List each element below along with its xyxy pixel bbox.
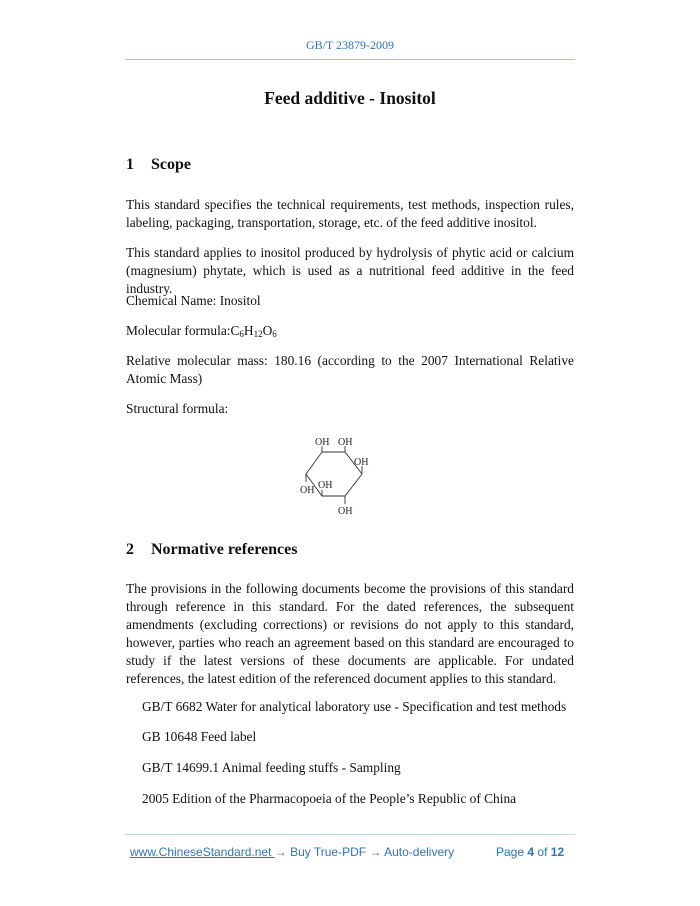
section-title: Scope [151,156,191,173]
reference-item: GB/T 6682 Water for analytical laboratory use - Specification and test methods [142,699,567,714]
subscript-h: 12 [253,329,263,339]
document-title: Feed additive - Inositol [264,88,436,108]
section-heading-normative-references [126,541,297,559]
footer-divider [125,834,575,835]
footer-promo-text: → Buy True-PDF → Auto-delivery [274,845,455,859]
page-total: 12 [550,845,565,859]
hydroxyl-label: OH [318,480,333,491]
running-header: GB/T 23879-2009 [305,38,395,52]
chinesestandard-link[interactable]: www.ChineseStandard.net [130,845,275,859]
normative-references-paragraph: The provisions in the following documents become the provisions of this standard through reference in this standard. For the dated references, the subsequent amendments (excluding corrections) or revisions do not apply to this standard, however, parties who reach an agreement based on this standard are encouraged to study if the latest versions of these documents are applicable. For undated references, the latest edition of the referenced document applies to this standard. [126,581,574,686]
section-number: 2 [126,541,134,558]
reference-item: GB 10648 Feed label [142,729,257,744]
element-o: O [262,323,273,338]
header-divider [125,59,575,60]
page-label: Page [496,845,525,859]
hydroxyl-label: OH [300,485,315,496]
section-number: 1 [126,156,134,173]
element-c: C [230,323,240,338]
footer-promo [130,845,454,859]
hydroxyl-label: OH [354,457,369,468]
hydroxyl-label: OH [338,437,353,448]
scope-paragraph-2: This standard applies to inositol produced by hydrolysis of phytic acid or calcium (magnesium) phytate, which is used as a nutritional feed additive in the feed industry. [126,245,574,296]
inositol-structure-diagram [300,434,400,518]
hydroxyl-label: OH [315,437,330,448]
page-indicator [496,845,564,859]
subscript-c: 6 [239,329,244,339]
molecular-formula [126,322,574,343]
subscript-o: 6 [272,329,277,339]
section-title: Normative references [151,541,298,558]
hydroxyl-label: OH [338,506,353,517]
reference-item: 2005 Edition of the Pharmacopoeia of the People’s Republic of China [142,791,517,806]
section-heading-scope [126,156,191,174]
structural-formula-label: Structural formula: [126,401,229,416]
scope-paragraph-1: This standard specifies the technical requirements, test methods, inspection rules, labeling, packaging, transportation, storage, etc. of the feed additive inositol. [126,197,574,230]
page-current: 4 [527,845,535,859]
relative-molecular-mass: Relative molecular mass: 180.16 (according to the 2007 International Relative Atomic Mass) [126,353,574,386]
chemical-name: Chemical Name: Inositol [126,293,261,308]
page-of: of [537,845,548,859]
reference-item: GB/T 14699.1 Animal feeding stuffs - Sampling [142,760,401,775]
molecular-formula-label: Molecular formula: [126,323,231,338]
element-h: H [243,323,254,338]
